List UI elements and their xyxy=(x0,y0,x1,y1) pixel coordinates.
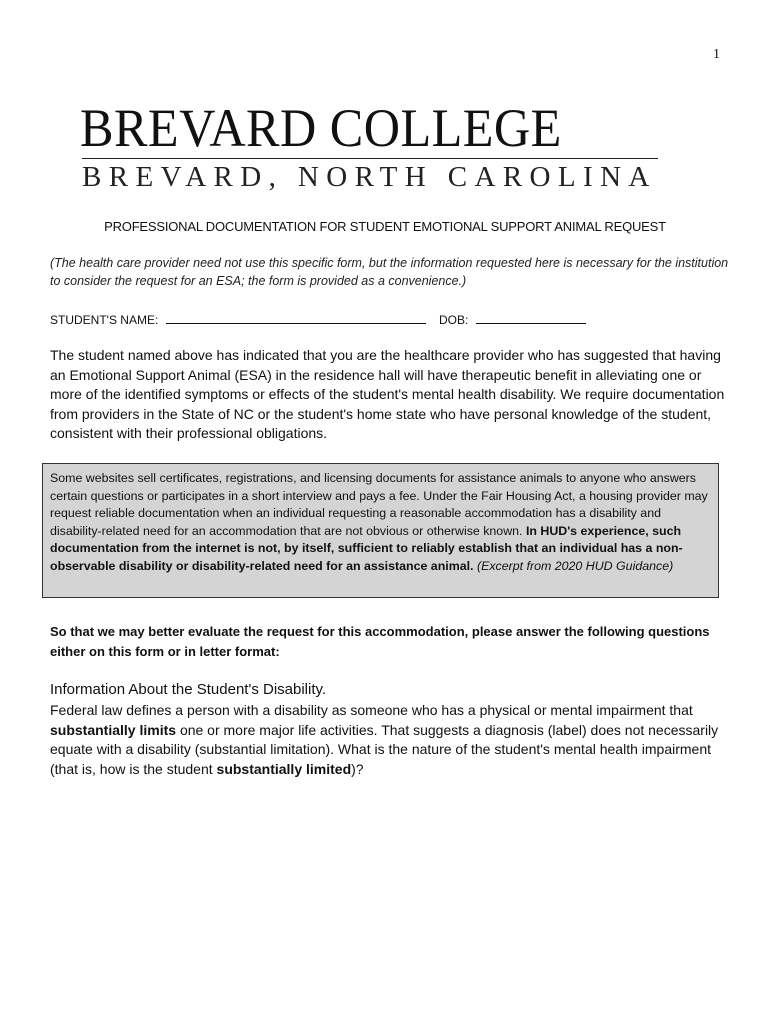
logo-divider xyxy=(82,158,658,159)
disability-text-3: )? xyxy=(351,761,364,778)
disability-text-2: one or more major life activities. That suggests a diagnosis (label) does not necessarily equate with a disability (substantial limitation). What is the nature of the student's mental health impairment (that is, how is the student xyxy=(50,721,719,778)
college-logo xyxy=(80,98,658,193)
logo-subtitle: BREVARD, NORTH CAROLINA xyxy=(82,161,657,193)
hud-text: Some websites sell certificates, registrations, and licensing documents for assistance animals to anyone who answers certain questions or participates in a short interview and pays a fee. Under the Fair Housing Act, a housing provider may request reliable documentation when an individual requesting a reasonable accommodation has a disability and disability-related need for an accommodation that are not obvious or otherwise known. xyxy=(50,471,708,538)
intro-note: (The health care provider need not use this specific form, but the information requested here is necessary for the institution to consider the request for an ESA; the form is provided as a convenience.) xyxy=(50,256,729,288)
instructions-paragraph: So that we may better evaluate the request for this accommodation, please answer the following questions either on this form or in letter format: xyxy=(50,624,710,659)
hud-citation: (Excerpt from 2020 HUD Guidance) xyxy=(476,558,674,573)
hud-guidance-box xyxy=(42,463,719,598)
disability-paragraph xyxy=(50,701,730,780)
disability-text-1: Federal law defines a person with a disability as someone who has a physical or mental impairment that xyxy=(50,702,693,718)
provider-paragraph: The student named above has indicated that you are the healthcare provider who has suggested that having an Emotional Support Animal (ESA) in the residence hall will have therapeutic benefit in alleviating one or more of the identified symptoms or effects of the student's mental health disability. We require documentation from providers in the State of NC or the student's home state who have personal knowledge of the student, consistent with their professional obligations. xyxy=(50,347,725,442)
hud-bold-text: In HUD's experience, such documentation from the internet is not, by itself, sufficient to reliably establish that an individual has a non-observable disability or disability-related need for an assistance animal. xyxy=(50,523,683,573)
student-info-line xyxy=(50,312,586,327)
student-name-label: STUDENT'S NAME: xyxy=(50,313,159,327)
section-heading: Information About the Student's Disability. xyxy=(50,681,327,698)
dob-field[interactable] xyxy=(476,312,586,324)
page-number: 1 xyxy=(713,47,720,62)
disability-bold-1: substantially limits xyxy=(50,721,177,738)
logo-title: BREVARD COLLEGE xyxy=(80,98,562,158)
form-title: PROFESSIONAL DOCUMENTATION FOR STUDENT EMOTIONAL SUPPORT ANIMAL REQUEST xyxy=(104,219,666,234)
student-name-field[interactable] xyxy=(166,312,426,324)
disability-bold-2: substantially limited xyxy=(216,761,352,778)
dob-label: DOB: xyxy=(439,313,469,327)
